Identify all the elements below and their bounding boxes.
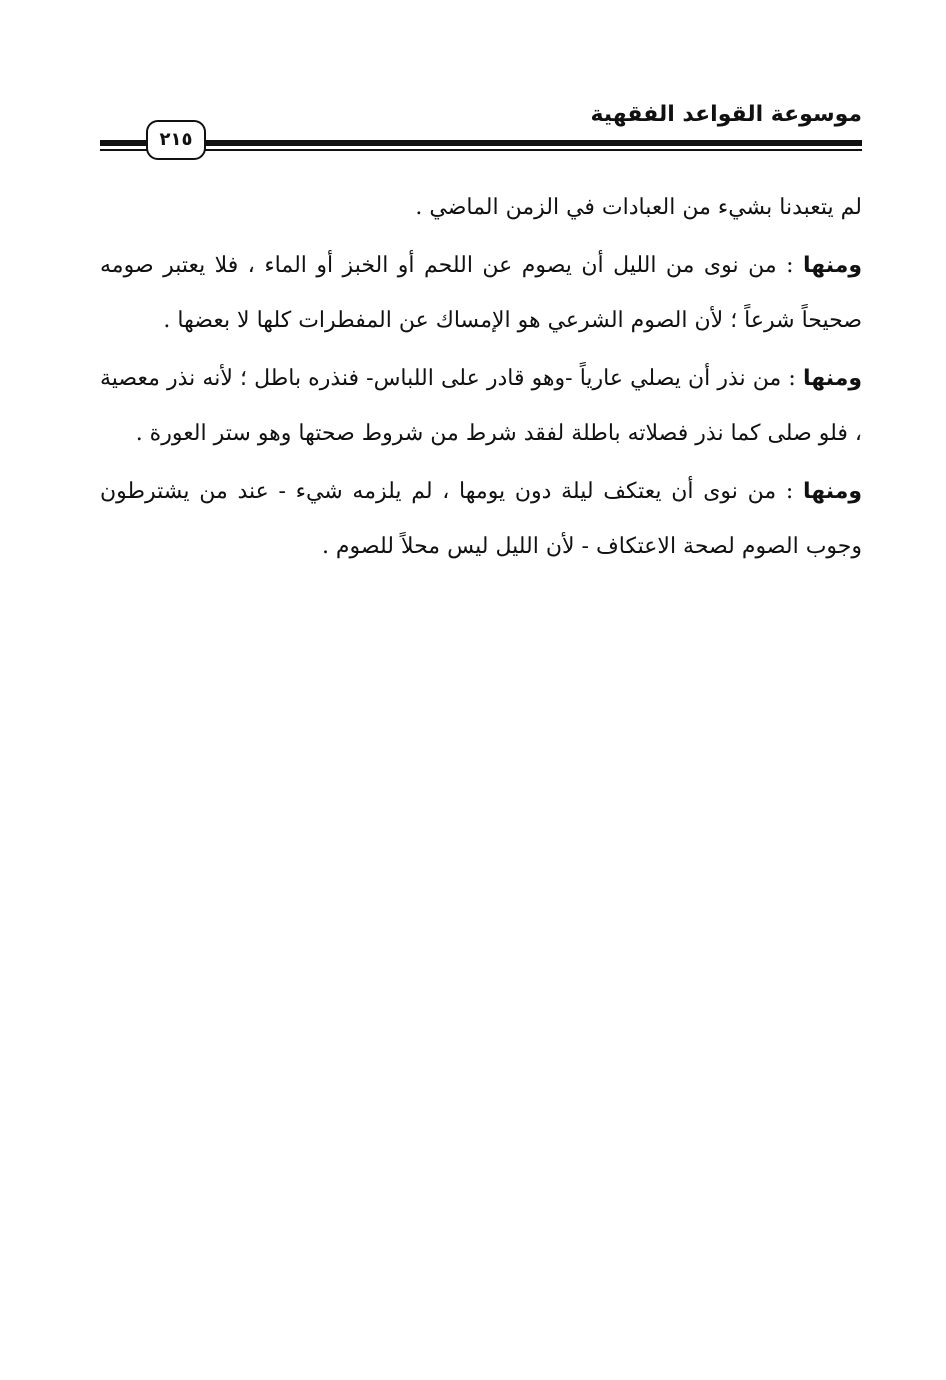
paragraph-lead: ومنها: [802, 253, 862, 278]
paragraph-1: [100, 180, 862, 235]
paragraph-text: : من نوى أن يعتكف ليلة دون يومها ، لم يلزمه شيء - عند من يشترطون وجوب الصوم لصحة الاعتكاف - لأن الليل ليس محلاً للصوم .: [100, 479, 862, 559]
paragraph-text: : من نوى من الليل أن يصوم عن اللحم أو الخبز أو الماء ، فلا يعتبر صومه صحيحاً شرعاً ؛ لأن الصوم الشرعي هو الإمساك عن المفطرات كلها لا بعضها .: [100, 253, 862, 333]
header-rule-thin: [100, 149, 862, 151]
paragraph-lead: ومنها: [802, 479, 862, 504]
paragraph-text: : من نذر أن يصلي عارياً -وهو قادر على اللباس- فنذره باطل ؛ لأنه نذر معصية ، فلو صلى كما نذر فصلاته باطلة لفقد شرط من شروط صحتها وهو ستر العورة .: [100, 366, 862, 446]
page-header: [100, 100, 862, 160]
page-number: ٢١٥: [146, 120, 206, 160]
paragraph-4: [100, 464, 862, 574]
paragraph-text: لم يتعبدنا بشيء من العبادات في الزمن الماضي .: [415, 195, 862, 220]
paragraph-3: [100, 351, 862, 461]
book-title: موسوعة القواعد الفقهية: [590, 102, 862, 127]
page-body: [100, 180, 862, 577]
paragraph-lead: ومنها: [802, 366, 862, 391]
header-rule-thick: [100, 140, 862, 146]
paragraph-2: [100, 238, 862, 348]
